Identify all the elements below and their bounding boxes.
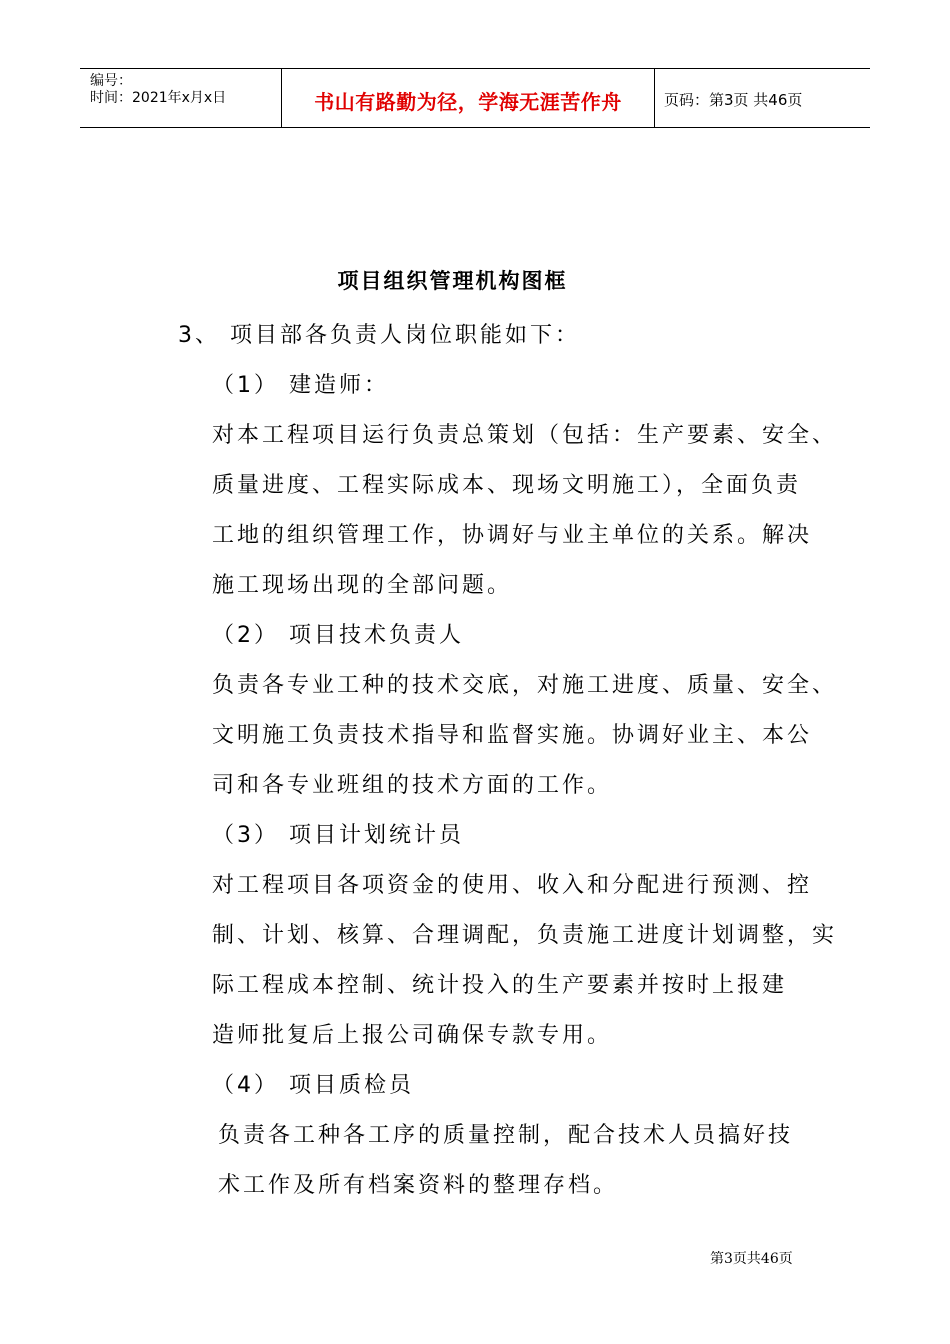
header-page-code: 页码：第3页 共46页: [664, 91, 803, 109]
role-heading-architect: （1） 建造师：: [212, 373, 389, 398]
paragraph-line: 司和各专业班组的技术方面的工作。: [212, 773, 613, 798]
header-motto: 书山有路勤为径，学海无涯苦作舟: [314, 90, 622, 114]
header-divider: [654, 69, 655, 127]
paragraph-line: 制、计划、核算、合理调配，负责施工进度计划调整，实: [212, 923, 838, 948]
section-title: 项目组织管理机构图框: [337, 269, 568, 293]
page-footer: 第3页共46页: [710, 1251, 793, 1267]
paragraph-line: 工地的组织管理工作，协调好与业主单位的关系。解决: [212, 523, 813, 548]
paragraph-line: 负责各专业工种的技术交底，对施工进度、质量、安全、: [212, 673, 838, 698]
paragraph-line: 对本工程项目运行负责总策划（包括：生产要素、安全、: [212, 423, 838, 448]
role-heading-inspector: （4） 项目质检员: [212, 1073, 414, 1098]
section-heading: 3、 项目部各负责人岗位职能如下：: [178, 323, 580, 348]
paragraph-line: 际工程成本控制、统计投入的生产要素并按时上报建: [212, 973, 788, 998]
paragraph-line: 施工现场出现的全部问题。: [212, 573, 513, 598]
doc-time-label: 时间：2021年x月x日: [90, 90, 227, 106]
paragraph-line: 造师批复后上报公司确保专款专用。: [212, 1023, 613, 1048]
page-header: [80, 68, 870, 128]
doc-number-label: 编号：: [90, 73, 132, 89]
paragraph-line: 对工程项目各项资金的使用、收入和分配进行预测、控: [212, 873, 813, 898]
paragraph-line: 负责各工种各工序的质量控制，配合技术人员搞好技: [218, 1123, 794, 1148]
role-heading-tech-lead: （2） 项目技术负责人: [212, 623, 464, 648]
paragraph-line: 质量进度、工程实际成本、现场文明施工），全面负责: [212, 473, 802, 498]
paragraph-line: 术工作及所有档案资料的整理存档。: [218, 1173, 619, 1198]
header-meta: [90, 73, 226, 107]
paragraph-line: 文明施工负责技术指导和监督实施。协调好业主、本公: [212, 723, 813, 748]
role-heading-planner: （3） 项目计划统计员: [212, 823, 464, 848]
